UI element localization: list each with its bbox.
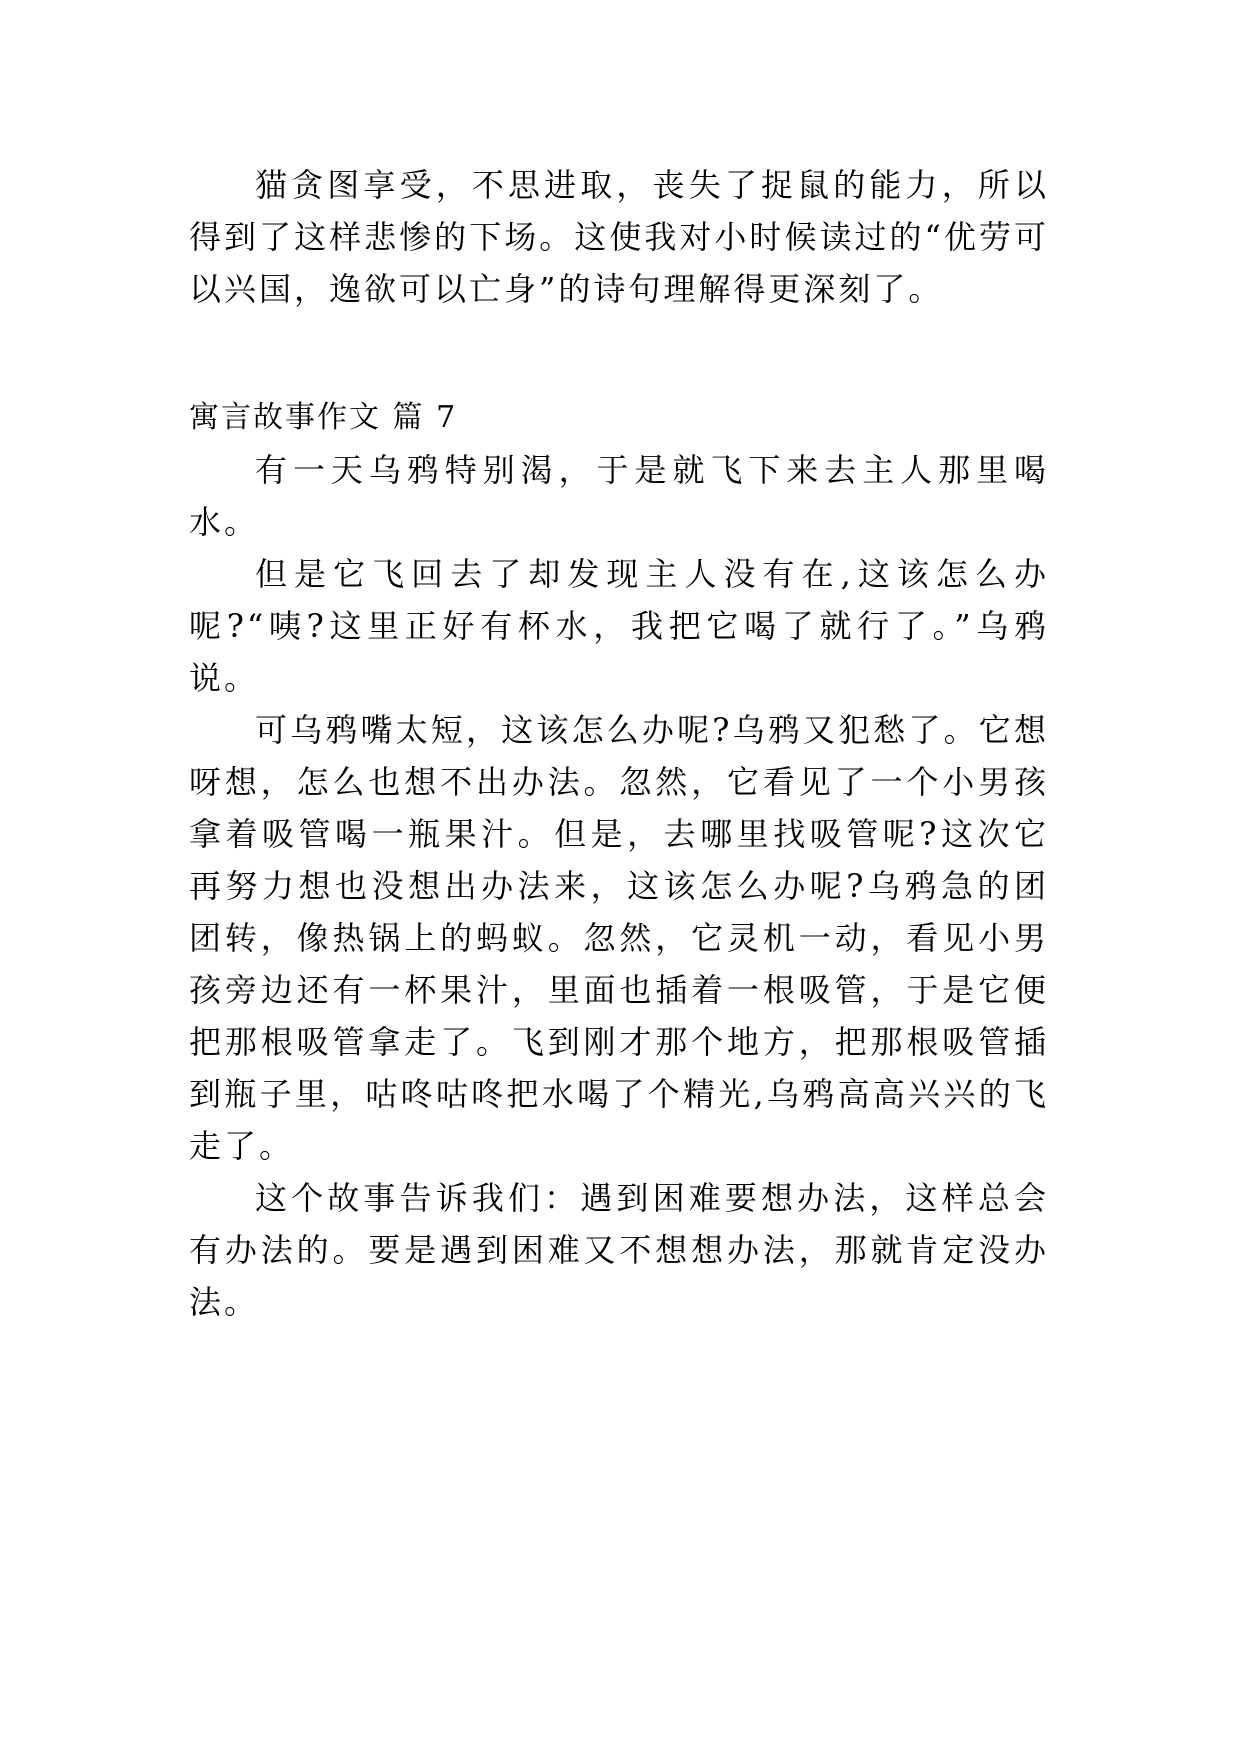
intro-paragraph: 猫贪图享受，不思进取，丧失了捉鼠的能力，所以得到了这样悲惨的下场。这使我对小时候读过的“优劳可以兴国，逸欲可以亡身”的诗句理解得更深刻了。 bbox=[189, 166, 1049, 308]
intro-section bbox=[189, 159, 1049, 315]
section-heading: 寓言故事作文 篇 7 bbox=[189, 400, 458, 435]
story-paragraph-1: 有一天乌鸦特别渴，于是就飞下来去主人那里喝水。 bbox=[189, 451, 1049, 541]
story-paragraph-3: 可乌鸦嘴太短，这该怎么办呢?乌鸦又犯愁了。它想呀想，怎么也想不出办法。忽然，它看见了一个小男孩拿着吸管喝一瓶果汁。但是，去哪里找吸管呢?这次它再努力想也没想出办法来，这该怎么办呢?乌鸦急的团团转，像热锅上的蚂蚁。忽然，它灵机一动，看见小男孩旁边还有一杯果汁，里面也插着一根吸管，于是它便把那根吸管拿走了。飞到刚才那个地方，把那根吸管插到瓶子里，咕咚咕咚把水喝了个精光,乌鸦高高兴兴的飞走了。 bbox=[189, 711, 1049, 1165]
story-paragraph-4: 这个故事告诉我们：遇到困难要想办法，这样总会有办法的。要是遇到困难又不想想办法，那就肯定没办法。 bbox=[189, 1179, 1049, 1321]
story-section bbox=[189, 392, 1049, 1328]
story-paragraph-2: 但是它飞回去了却发现主人没有在,这该怎么办呢?“咦?这里正好有杯水，我把它喝了就行了。”乌鸦说。 bbox=[189, 555, 1049, 697]
